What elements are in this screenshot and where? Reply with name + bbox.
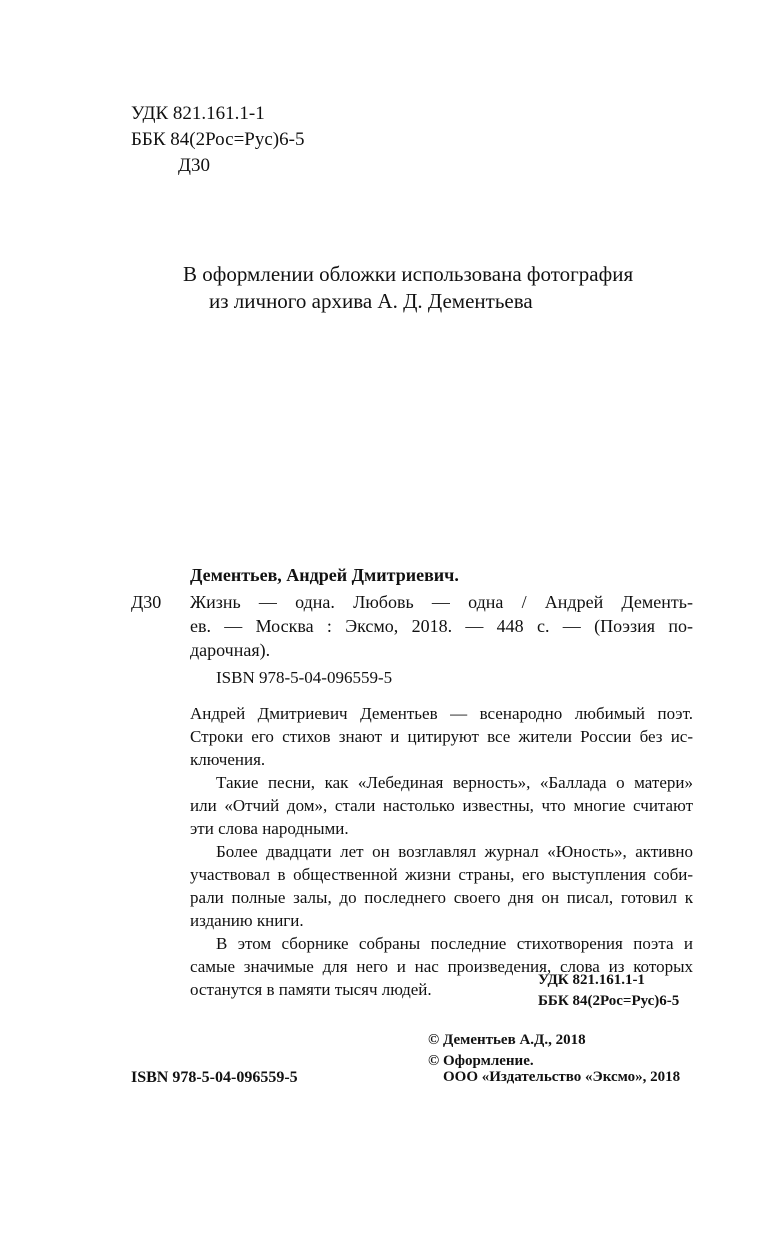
catalog-bib-line: Жизнь — одна. Любовь — одна / Андрей Дементь- [190,592,693,612]
copyright-author: © Дементьев А.Д., 2018 [428,1032,586,1048]
annotation-line: рали полные залы, до последнего своего дня он писал, готовил к [190,888,693,907]
header-udk: УДК 821.161.1-1 [131,103,265,124]
header-bbk: ББК 84(2Рос=Рус)6-5 [131,129,305,150]
annotation-line: Такие песни, как «Лебединая верность», «Баллада о матери» [216,773,693,792]
annotation-line: ключения. [190,750,266,769]
footer-isbn: ISBN 978-5-04-096559-5 [131,1069,298,1086]
annotation-line: изданию книги. [190,911,304,930]
annotation-line: В этом сборнике собраны последние стихотворения поэта и [216,934,693,953]
header-code: Д30 [178,155,210,176]
catalog-isbn: ISBN 978-5-04-096559-5 [216,668,393,687]
annotation-line: эти слова народными. [190,819,349,838]
annotation-line: Строки его стихов знают и цитируют все жители России без ис- [190,727,693,746]
catalog-udk: УДК 821.161.1-1 [538,972,645,988]
catalog-bib-line: дарочная). [190,640,271,660]
catalog-bib-line: ев. — Москва : Эксмо, 2018. — 448 с. — (Поэзия по- [190,616,693,636]
cover-credit-line-1: В оформлении обложки использована фотография [183,262,634,286]
catalog-code: Д30 [131,592,162,612]
footer-publisher: ООО «Издательство «Эксмо», 2018 [443,1069,681,1085]
copyright-design: © Оформление. [428,1053,534,1069]
annotation-line: останутся в памяти тысяч людей. [190,980,432,999]
annotation-line: или «Отчий дом», стали настолько известны, что многие считают [190,796,693,815]
annotation-line: Андрей Дмитриевич Дементьев — всенародно любимый поэт. [190,704,693,723]
annotation-line: Более двадцати лет он возглавлял журнал «Юность», активно [216,842,693,861]
catalog-bbk: ББК 84(2Рос=Рус)6-5 [538,993,680,1009]
annotation-line: участвовал в общественной жизни страны, его выступления соби- [190,865,693,884]
catalog-author: Дементьев, Андрей Дмитриевич. [190,565,459,585]
cover-credit-line-2: из личного архива А. Д. Дементьева [209,289,533,313]
annotation-line: самые значимые для него и нас произведения, слова из которых [190,957,693,976]
